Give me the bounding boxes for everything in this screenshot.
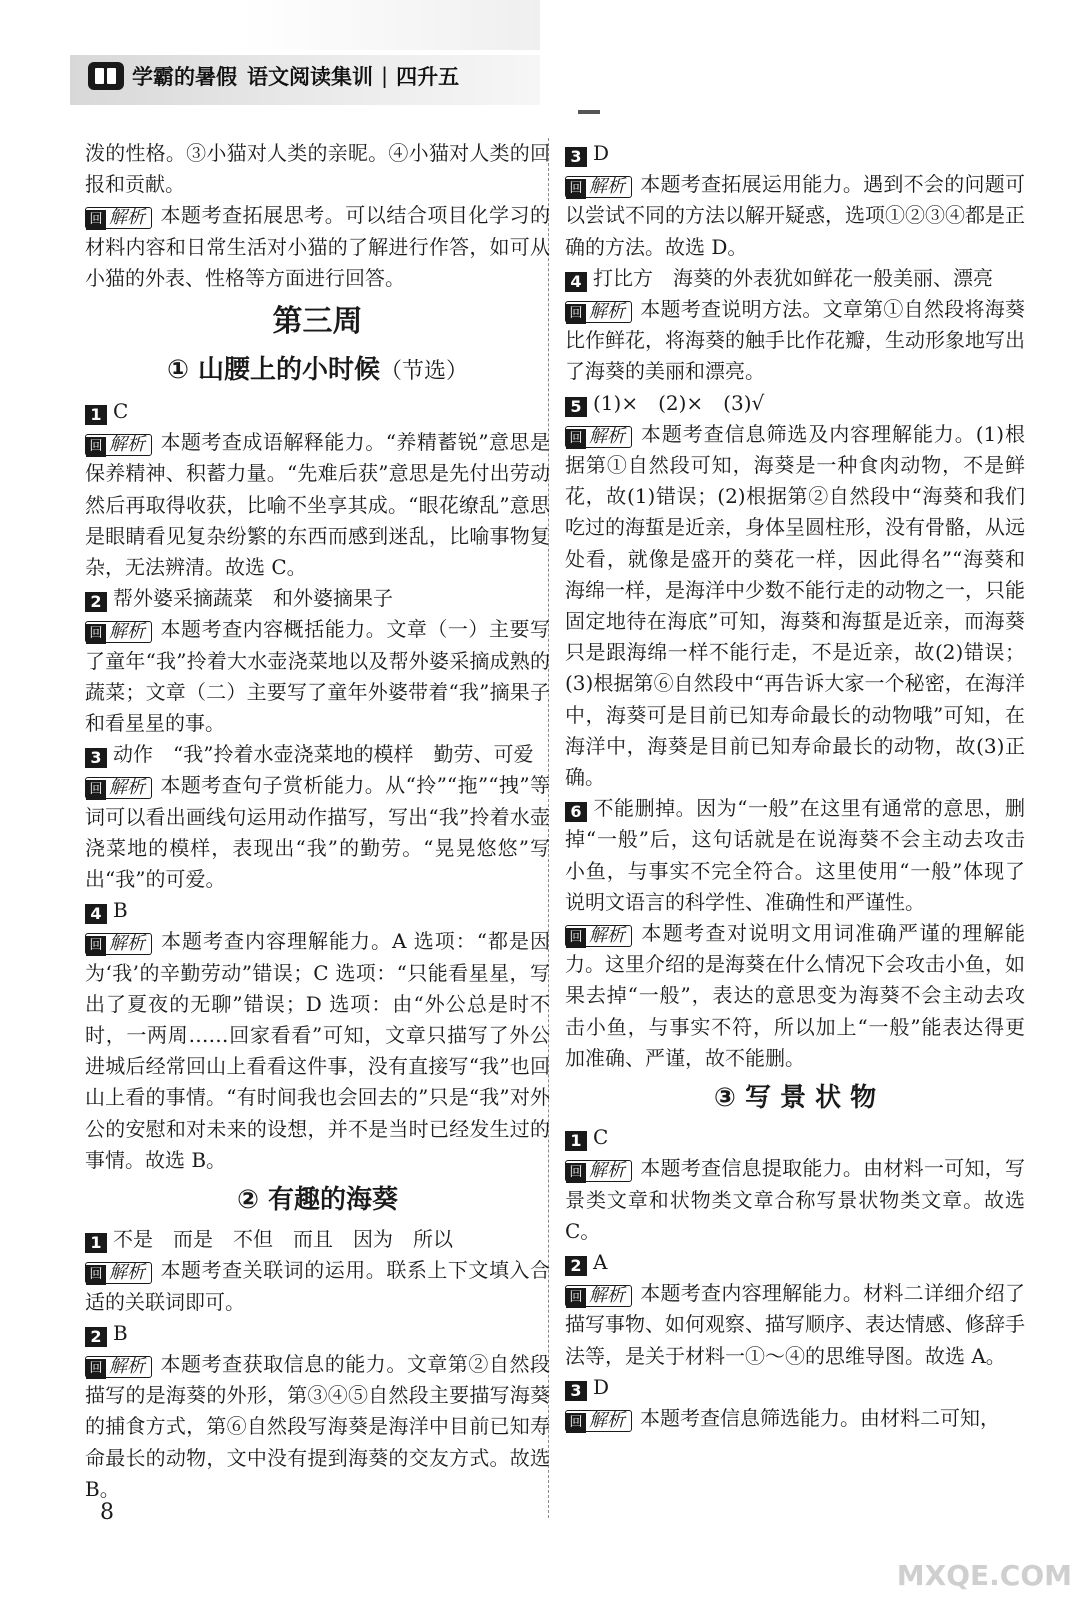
question-analysis: 回 解析 本题考查信息筛选及内容理解能力。(1)根据第①自然段可知，海葵是一种食肉动物，不是鲜花，故(1)错误；(2)根据第②自然段中“海葵和我们吃过的海蜇是近亲，身体呈圆柱形，没有骨骼，从远处看，就像是盛开的葵花一样，因此得名”“海葵和海绵一样，是海洋中少数不能行走的动物之一，只能固定地待在海底”可知，海葵和海蜇是近亲，而海葵只是跟海绵一样不能行走，不是近亲，故(2)错误；(3)根据第⑥自然段中“再告诉大家一个秘密，在海洋中，海葵可是目前已知寿命最长的动物哦”可知，在海洋中，海葵是目前已知寿命最长的动物，故(3)正确。 (565, 421, 1025, 790)
question-answer: 3 D (565, 138, 1025, 169)
question-answer: 1 不是 而是 不但 而且 因为 所以 (85, 1224, 550, 1255)
question-answer: 2 帮外婆采摘蔬菜 和外婆摘果子 (85, 583, 550, 614)
header-subject: 语文阅读集训 (247, 65, 373, 89)
question-analysis: 回 解析 本题考查对说明文用词准确严谨的理解能力。这里介绍的是海葵在什么情况下会攻击小鱼，如果去掉“一般”，表达的意思变为海葵不会主动去攻击小鱼，与事实不符，所以加上“一般”能表达得更加准确、严谨，故不能删。 (565, 921, 1025, 1070)
analysis-icon: 回 解析 (565, 301, 632, 323)
analysis-icon: 回 解析 (85, 434, 152, 456)
question-answer: 3 D (565, 1372, 1025, 1403)
header-grade: 四升五 (396, 65, 460, 89)
watermark: MXQE.COM (896, 1559, 1072, 1592)
analysis-icon: 回 解析 (85, 933, 152, 955)
continued-answer: 泼的性格。③小猫对人类的亲昵。④小猫对人类的回报和贡献。 (85, 141, 550, 197)
analysis-icon: 回 解析 (565, 925, 632, 947)
question-analysis: 回 解析 本题考查信息提取能力。由材料一可知，写景类文章和状物类文章合称写景状物类文章。故选 C。 (565, 1156, 1025, 1243)
analysis-icon: 回 解析 (565, 176, 632, 198)
question-analysis: 回 解析 本题考查内容理解能力。材料二详细介绍了描写事物、如何观察、描写顺序、表达情感、修辞手法等，是关于材料一①～④的思维导图。故选 A。 (565, 1281, 1025, 1368)
analysis-icon: 回 解析 (85, 207, 152, 229)
question-analysis: 回 解析 本题考查说明方法。文章第①自然段将海葵比作鲜花，将海葵的触手比作花瓣，生动形象地写出了海葵的美丽和漂亮。 (565, 297, 1025, 384)
question-answer: 2 B (85, 1318, 550, 1349)
question-analysis: 回 解析 本题考查信息筛选能力。由材料二可知， (565, 1403, 1025, 1434)
question-answer: 4 打比方 海葵的外表犹如鲜花一般美丽、漂亮 (565, 263, 1025, 294)
left-column (85, 138, 550, 1505)
analysis-icon: 回 解析 (85, 1262, 152, 1284)
analysis-icon: 回 解析 (85, 621, 152, 643)
question-answer: 1 C (565, 1122, 1025, 1153)
question-answer: 6 不能删掉。因为“一般”在这里有通常的意思，删掉“一般”后，这句话就是在说海葵不会主动去攻击小鱼，与事实不完全符合。这里使用“一般”体现了说明文语言的科学性、准确性和严谨性。 (565, 796, 1025, 914)
analysis-icon: 回 解析 (565, 1160, 632, 1182)
week-title: 第三周 (272, 304, 363, 340)
section-1-title: ① 山腰上的小时候（节选） (166, 355, 469, 386)
analysis-icon: 回 解析 (565, 1285, 632, 1307)
question-answer: 4 B (85, 895, 550, 926)
question-analysis: 回 解析 本题考查拓展运用能力。遇到不会的问题可以尝试不同的方法以解开疑惑，选项①②③④都是正确的方法。故选 D。 (565, 172, 1025, 259)
question-answer: 3 动作 “我”拎着水壶浇菜地的模样 勤劳、可爱 (85, 739, 550, 770)
section-3-title: ③ 写 景 状 物 (713, 1083, 877, 1114)
question-analysis: 回 解析 本题考查获取信息的能力。文章第②自然段描写的是海葵的外形，第③④⑤自然段主要描写海葵的捕食方式，第⑥自然段写海葵是海洋中目前已知寿命最长的动物，文中没有提到海葵的交友方式。故选 B。 (85, 1351, 550, 1501)
right-column (565, 138, 1025, 1434)
question-analysis: 回 解析 本题考查句子赏析能力。从“拎”“拖”“拽”等词可以看出画线句运用动作描写，写出“我”拎着水壶浇菜地的模样，表现出“我”的勤劳。“晃晃悠悠”写出“我”的可爱。 (85, 773, 550, 892)
question-answer: 5 (1)× (2)× (3)√ (565, 388, 1025, 419)
question-analysis: 回 解析 本题考查内容理解能力。A 选项：“都是因为‘我’的辛勤劳动”错误；C 选项：“只能看星星，写出了夏夜的无聊”错误；D 选项：由“外公总是时不时，一两周……回家看看”可知，文章只描写了外公进城后经常回山上看看这件事，没有直接写“我”也回山上看的事情。“有时间我也会回去的”只是“我”对外公的安慰和对未来的设想，并不是当时已经发生过的事情。故选 B。 (85, 929, 550, 1172)
book-icon (88, 62, 124, 90)
running-header (88, 58, 459, 94)
analysis-icon: 回 解析 (565, 426, 632, 448)
question-answer: 2 A (565, 1247, 1025, 1278)
analysis-icon: 回 解析 (565, 1410, 632, 1432)
continued-analysis: 回 解析 本题考查拓展思考。可以结合项目化学习的材料内容和日常生活对小猫的了解进行作答，如可从小猫的外表、性格等方面进行回答。 (85, 203, 550, 290)
header-book-title: 学霸的暑假 (132, 65, 237, 89)
question-analysis: 回 解析 本题考查成语解释能力。“养精蓄锐”意思是保养精神、积蓄力量。“先难后获”意思是先付出劳动然后再取得收获，比喻不坐享其成。“眼花缭乱”意思是眼睛看见复杂纷繁的东西而感到迷乱，比喻事物复杂，无法辨清。故选 C。 (85, 430, 550, 580)
analysis-icon: 回 解析 (85, 777, 152, 799)
header-background-fade (240, 0, 540, 50)
section-2-title: ② 有趣的海葵 (236, 1185, 399, 1216)
top-dash-mark (578, 110, 600, 114)
question-answer: 1 C (85, 396, 550, 427)
page-number: 8 (100, 1500, 114, 1525)
header-separator: | (381, 64, 389, 88)
question-analysis: 回 解析 本题考查关联词的运用。联系上下文填入合适的关联词即可。 (85, 1258, 550, 1314)
question-analysis: 回 解析 本题考查内容概括能力。文章（一）主要写了童年“我”拎着大水壶浇菜地以及帮外婆采摘成熟的蔬菜；文章（二）主要写了童年外婆带着“我”摘果子和看星星的事。 (85, 617, 550, 736)
analysis-icon: 回 解析 (85, 1356, 152, 1378)
